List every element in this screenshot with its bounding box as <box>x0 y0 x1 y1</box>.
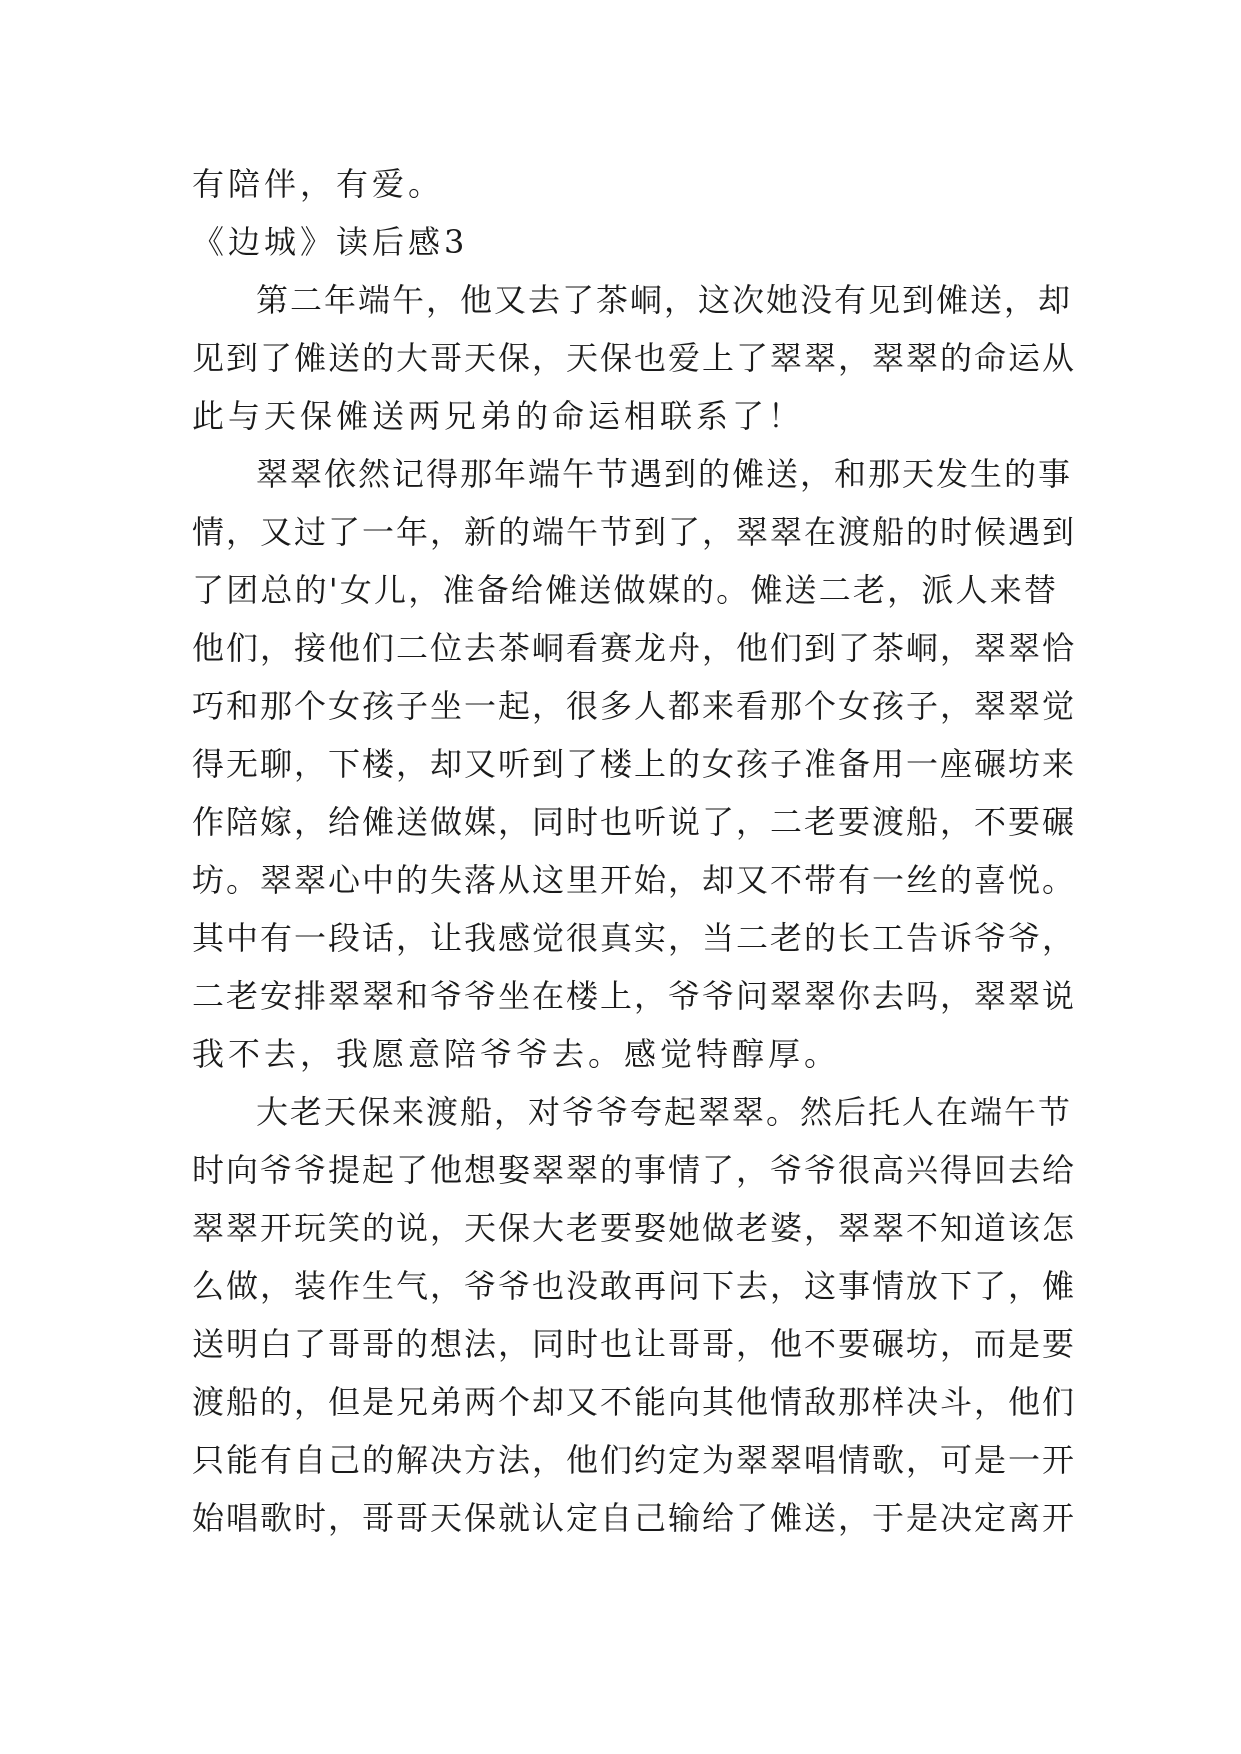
text-line: 时向爷爷提起了他想娶翠翠的事情了，爷爷很高兴得回去给 <box>192 1151 1077 1189</box>
text-line: 二老安排翠翠和爷爷坐在楼上，爷爷问翠翠你去吗，翠翠说 <box>192 977 1077 1015</box>
text-line: 送明白了哥哥的想法，同时也让哥哥，他不要碾坊，而是要 <box>192 1325 1077 1363</box>
text-line: 情，又过了一年，新的端午节到了，翠翠在渡船的时候遇到 <box>192 513 1077 551</box>
text-line: 么做，装作生气，爷爷也没敢再问下去，这事情放下了，傩 <box>192 1267 1077 1305</box>
text-line: 有陪伴，有爱。 <box>192 165 445 203</box>
text-line: 其中有一段话，让我感觉很真实，当二老的长工告诉爷爷， <box>192 919 1077 957</box>
text-line: 翠翠开玩笑的说，天保大老要娶她做老婆，翠翠不知道该怎 <box>192 1209 1077 1247</box>
text-line: 渡船的，但是兄弟两个却又不能向其他情敌那样决斗，他们 <box>192 1383 1077 1421</box>
text-line: 坊。翠翠心中的失落从这里开始，却又不带有一丝的喜悦。 <box>192 861 1077 899</box>
paragraph-start-line: 大老天保来渡船，对爷爷夸起翠翠。然后托人在端午节 <box>256 1093 1073 1131</box>
paragraph-start-line: 翠翠依然记得那年端午节遇到的傩送，和那天发生的事 <box>256 455 1073 493</box>
paragraph-start-line: 第二年端午，他又去了茶峒，这次她没有见到傩送，却 <box>256 281 1073 319</box>
text-line: 只能有自己的解决方法，他们约定为翠翠唱情歌，可是一开 <box>192 1441 1077 1479</box>
text-line: 巧和那个女孩子坐一起，很多人都来看那个女孩子，翠翠觉 <box>192 687 1077 725</box>
text-line: 我不去，我愿意陪爷爷去。感觉特醇厚。 <box>192 1035 841 1073</box>
text-line: 得无聊，下楼，却又听到了楼上的女孩子准备用一座碾坊来 <box>192 745 1077 783</box>
text-line: 见到了傩送的大哥天保，天保也爱上了翠翠，翠翠的命运从 <box>192 339 1077 377</box>
text-line: 了团总的'女儿，准备给傩送做媒的。傩送二老，派人来替 <box>192 571 1058 609</box>
document-body <box>192 155 1077 1547</box>
text-line: 作陪嫁，给傩送做媒，同时也听说了，二老要渡船，不要碾 <box>192 803 1077 841</box>
text-line: 此与天保傩送两兄弟的命运相联系了！ <box>192 397 805 435</box>
section-heading: 《边城》读后感3 <box>192 223 469 261</box>
text-line: 他们，接他们二位去茶峒看赛龙舟，他们到了茶峒，翠翠恰 <box>192 629 1077 667</box>
text-line: 始唱歌时，哥哥天保就认定自己输给了傩送，于是决定离开 <box>192 1499 1077 1537</box>
